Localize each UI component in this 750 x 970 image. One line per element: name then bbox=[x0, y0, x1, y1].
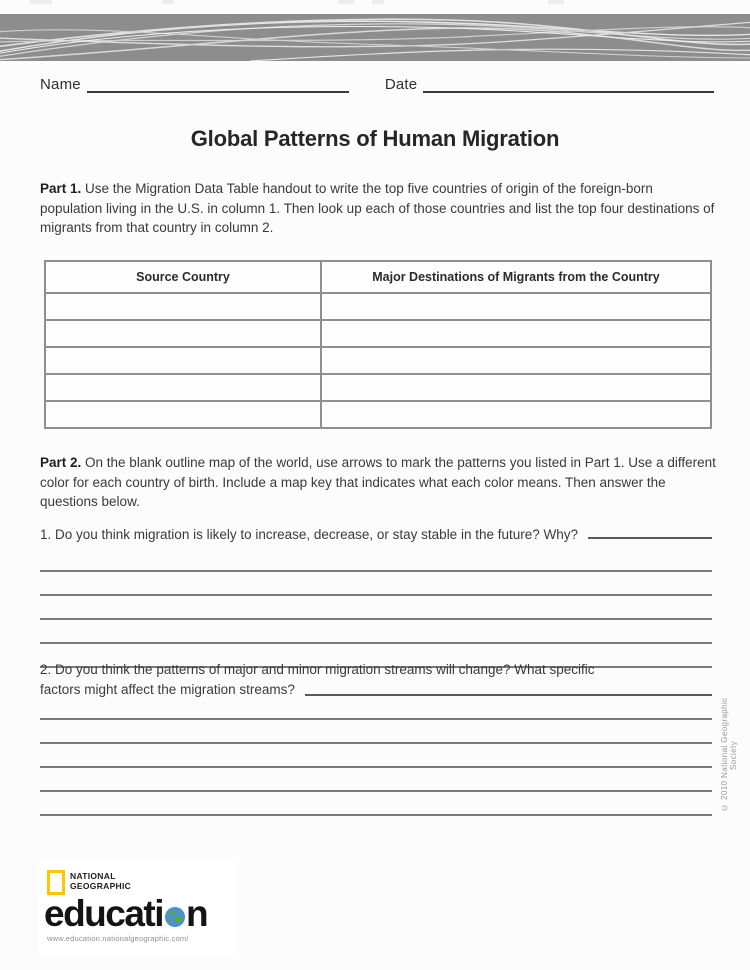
question-1-blank-line bbox=[588, 536, 712, 539]
question-1 bbox=[40, 527, 712, 542]
table-row bbox=[46, 346, 710, 373]
page-crop-mark bbox=[548, 0, 564, 4]
table-cell-source bbox=[46, 402, 322, 427]
question-2 bbox=[40, 660, 712, 699]
page-crop-mark bbox=[30, 0, 52, 4]
table-row bbox=[46, 373, 710, 400]
decorative-wave-banner bbox=[0, 14, 750, 61]
part2-instructions bbox=[40, 453, 716, 512]
answer-line bbox=[40, 620, 712, 644]
wave-lines-graphic bbox=[0, 14, 750, 61]
question-1-text: 1. Do you think migration is likely to increase, decrease, or stay stable in the future? Why? bbox=[40, 527, 579, 542]
name-date-row bbox=[40, 76, 714, 93]
question-2-answer-lines bbox=[40, 696, 712, 816]
table-cell-destinations bbox=[322, 375, 710, 400]
brand-line1: NATIONAL bbox=[70, 871, 116, 881]
date-label: Date bbox=[384, 76, 418, 93]
table-row bbox=[46, 294, 710, 319]
table-cell-source bbox=[46, 348, 322, 373]
name-blank-line bbox=[87, 77, 349, 93]
page-crop-mark bbox=[338, 0, 354, 4]
answer-line bbox=[40, 572, 712, 596]
education-wordmark bbox=[44, 893, 238, 934]
page-crop-mark bbox=[372, 0, 384, 4]
table-cell-source bbox=[46, 321, 322, 346]
table-cell-destinations bbox=[322, 402, 710, 427]
national-geographic-yellow-frame-icon bbox=[47, 870, 65, 895]
table-cell-destinations bbox=[322, 294, 710, 319]
date-blank-line bbox=[423, 77, 714, 93]
answer-line bbox=[40, 720, 712, 744]
table-row bbox=[46, 319, 710, 346]
brand-line2: GEOGRAPHIC bbox=[70, 880, 132, 891]
national-geographic-wordmark bbox=[70, 870, 131, 891]
copyright-vertical-text: © 2010 National Geographic Society bbox=[720, 697, 738, 813]
answer-line bbox=[40, 548, 712, 572]
table-header-row bbox=[46, 262, 710, 294]
education-wordmark-suffix: n bbox=[186, 893, 208, 934]
education-wordmark-prefix: educati bbox=[44, 893, 164, 934]
answer-line bbox=[40, 696, 712, 720]
table-cell-source bbox=[46, 375, 322, 400]
name-label: Name bbox=[40, 76, 81, 93]
migration-table bbox=[44, 260, 712, 429]
part1-text: Use the Migration Data Table handout to write the top five countries of origin of the foreign-born population living in the U.S. in column 1. Then look up each of those countries and list the top four destinations of migrants from that country in column 2. bbox=[40, 181, 715, 235]
part1-instructions bbox=[40, 179, 716, 238]
table-row bbox=[46, 400, 710, 427]
worksheet-title: Global Patterns of Human Migration bbox=[190, 126, 560, 151]
table-header-destinations: Major Destinations of Migrants from the Country bbox=[372, 270, 660, 284]
footer-url: www.education.nationalgeographic.com/ bbox=[47, 934, 189, 943]
globe-icon bbox=[165, 907, 185, 927]
part1-label: Part 1. bbox=[40, 181, 82, 196]
part2-label: Part 2. bbox=[40, 455, 82, 470]
page-crop-mark bbox=[162, 0, 174, 4]
answer-line bbox=[40, 744, 712, 768]
national-geographic-education-logo bbox=[38, 858, 238, 958]
table-cell-destinations bbox=[322, 321, 710, 346]
answer-line bbox=[40, 596, 712, 620]
question-2-text-line1: 2. Do you think the patterns of major and minor migration streams will change? What specific bbox=[40, 662, 595, 677]
answer-line bbox=[40, 792, 712, 816]
answer-line bbox=[40, 768, 712, 792]
table-cell-destinations bbox=[322, 348, 710, 373]
part2-text: On the blank outline map of the world, use arrows to mark the patterns you listed in Part 1. Use a different color for each country of birth. Include a map key that indicates what each color means. Then answer the questions below. bbox=[40, 455, 716, 509]
question-2-text-line2: factors might affect the migration streams? bbox=[40, 681, 295, 697]
table-cell-source bbox=[46, 294, 322, 319]
table-header-source-country: Source Country bbox=[46, 262, 322, 292]
question-1-answer-lines bbox=[40, 548, 712, 668]
